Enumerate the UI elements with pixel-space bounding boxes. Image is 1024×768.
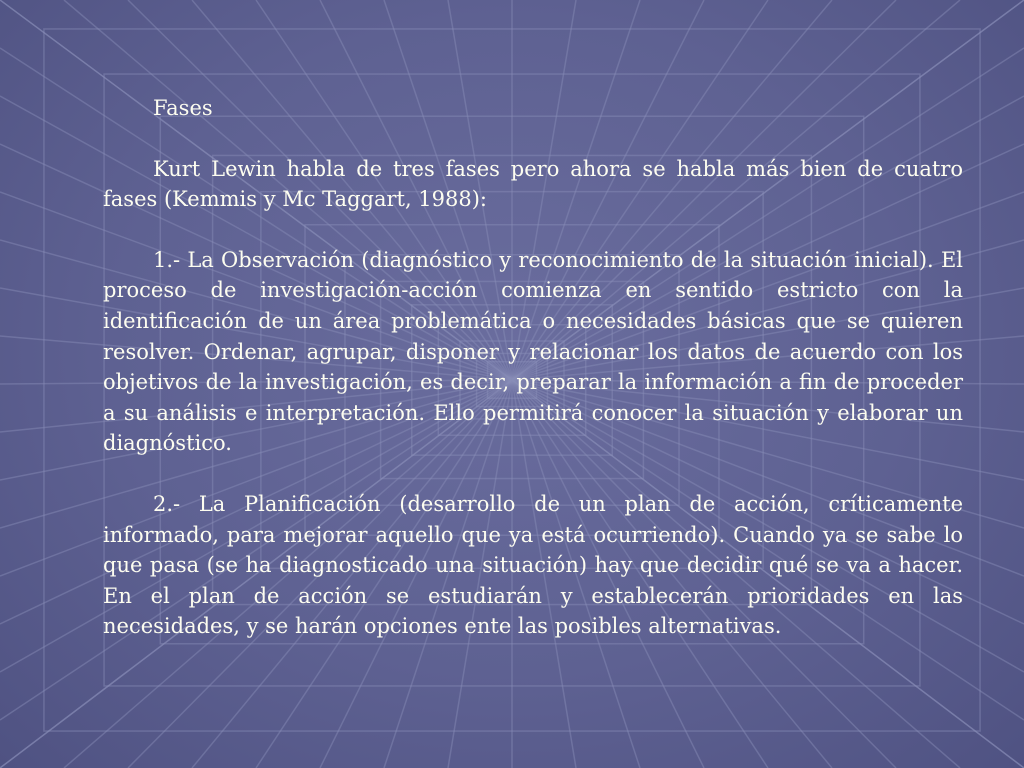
section-heading: Fases — [153, 96, 213, 120]
phase-1-paragraph: 1.- La Observación (diagnóstico y reconocimiento de la situación inicial). El proceso de investigación-acción comienza en sentido estricto con la identificación de un área problemática o necesidades básicas que se quieren resolver. Ordenar, agrupar, disponer y relacionar los datos de acuerdo con los objetivos de la investigación, es decir, preparar la información a fin de proceder a su análisis e interpretación. Ello permitirá conocer la situación y elaborar un diagnóstico. — [103, 247, 963, 456]
phase-2-paragraph: 2.- La Planificación (desarrollo de un plan de acción, críticamente informado, para mejorar aquello que ya está ocurriendo). Cuando ya se sabe lo que pasa (se ha diagnosticado una situación) hay que decidir qué se va a hacer. En el plan de acción se estudiarán y establecerán prioridades en las necesidades, y se harán opciones ente las posibles alternativas. — [103, 491, 963, 639]
slide-text-body — [103, 93, 963, 642]
intro-paragraph: Kurt Lewin habla de tres fases pero ahora se habla más bien de cuatro fases (Kemmis y Mc Taggart, 1988): — [103, 156, 963, 212]
